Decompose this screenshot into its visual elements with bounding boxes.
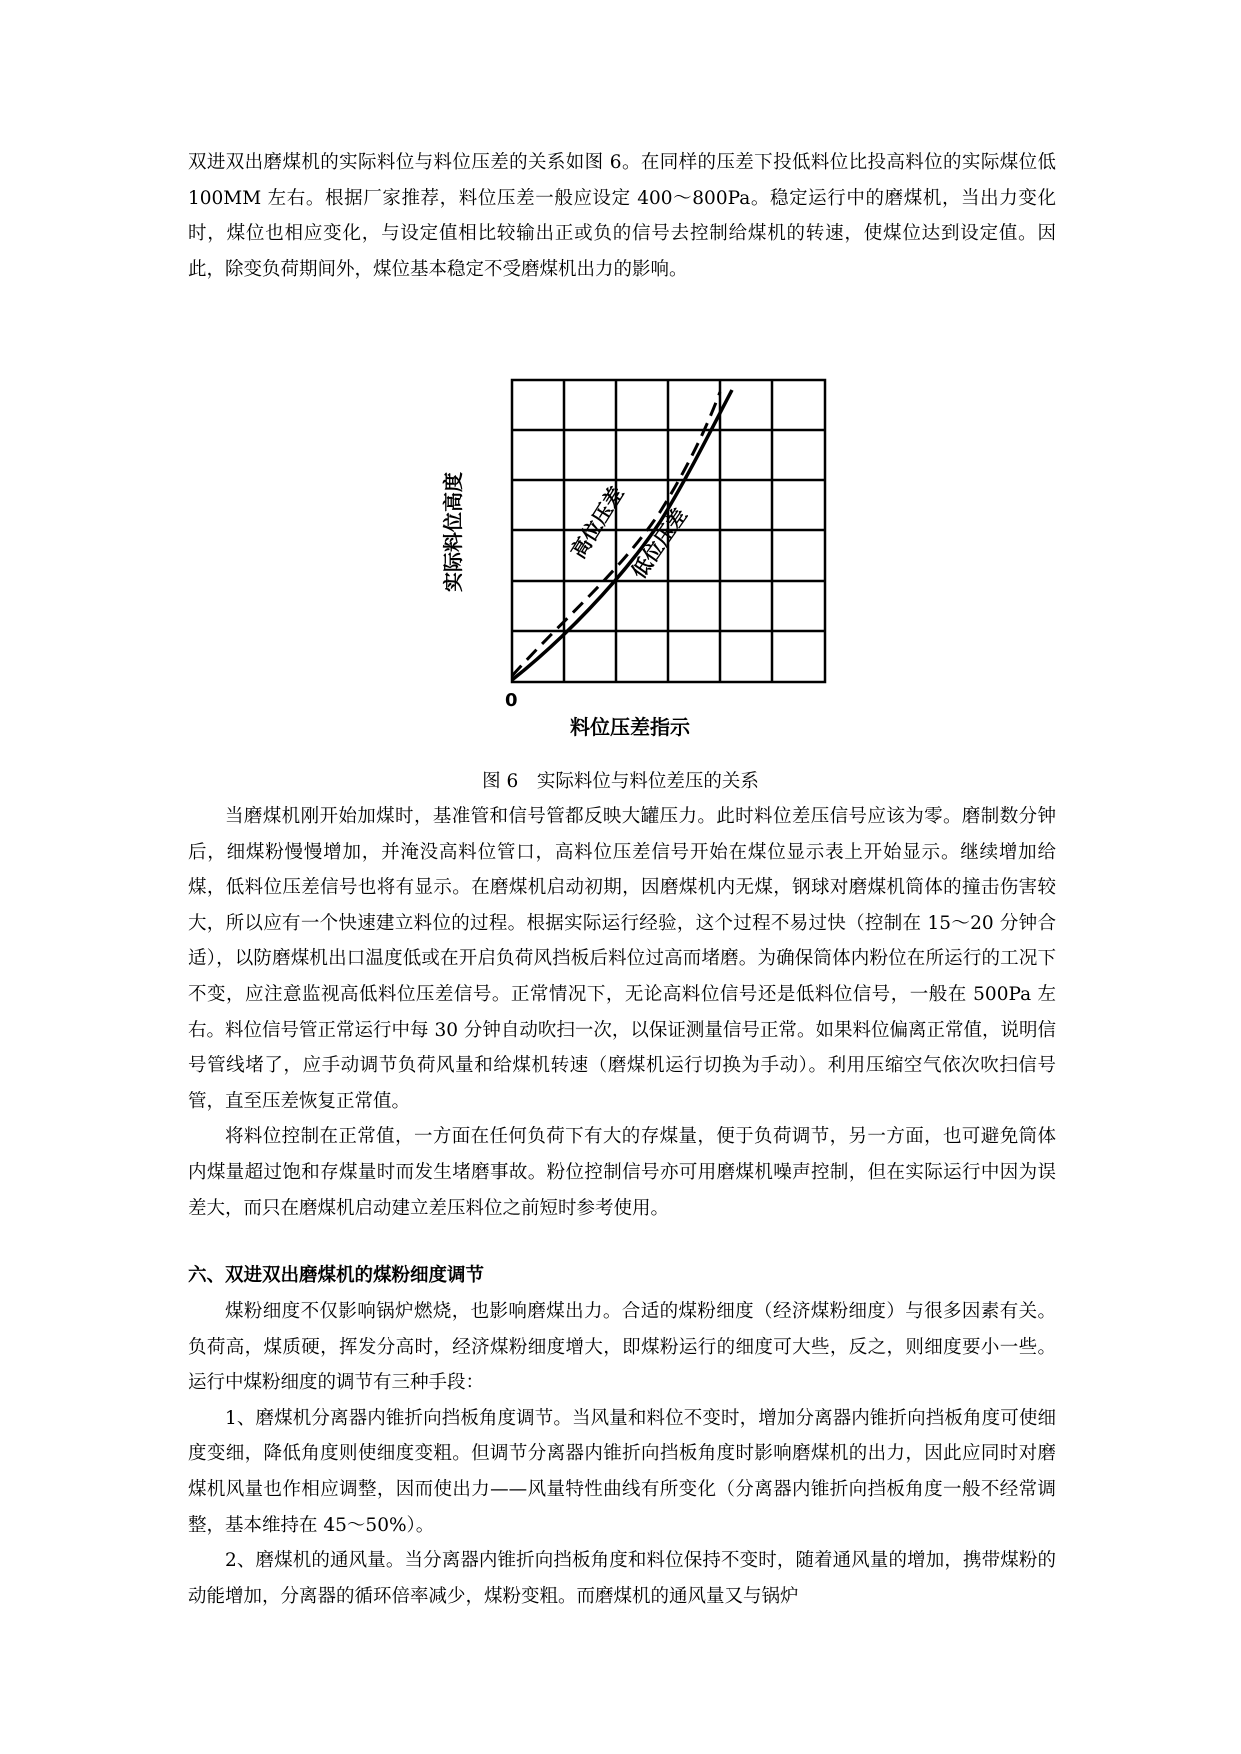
section-body: [188, 1294, 1056, 1614]
section-paragraph-3: 2、磨煤机的通风量。当分离器内锥折向挡板角度和料位保持不变时，随着通风量的增加，携带煤粉的动能增加，分离器的循环倍率减少，煤粉变粗。而磨煤机的通风量又与锅炉: [188, 1550, 1056, 1607]
figure-6: [420, 372, 840, 752]
body-section: [188, 799, 1056, 1226]
section-paragraph-1: 煤粉细度不仅影响锅炉燃烧，也影响磨煤出力。合适的煤粉细度（经济煤粉细度）与很多因素有关。负荷高，煤质硬，挥发分高时，经济煤粉细度增大，即煤粉运行的细度可大些，反之，则细度要小一些。运行中煤粉细度的调节有三种手段：: [188, 1301, 1056, 1394]
x-axis-label: 料位压差指示: [570, 715, 690, 739]
body-paragraph-2: 将料位控制在正常值，一方面在任何负荷下有大的存煤量，便于负荷调节，另一方面，也可避免筒体内煤量超过饱和存煤量时而发生堵磨事故。粉位控制信号亦可用磨煤机噪声控制，但在实际运行中因为误差大，而只在磨煤机启动建立差压料位之前短时参考使用。: [188, 1126, 1056, 1219]
curve-low-label: 低位压差: [626, 503, 692, 583]
curve-high-label: 高位压差: [565, 482, 629, 563]
intro-section: [188, 145, 1056, 287]
section-heading: 六、双进双出磨煤机的煤粉细度调节: [188, 1265, 485, 1286]
section-paragraph-2: 1、磨煤机分离器内锥折向挡板角度调节。当风量和料位不变时，增加分离器内锥折向挡板角度可使细度变细，降低角度则使细度变粗。但调节分离器内锥折向挡板角度时影响磨煤机的出力，因此应同时对磨煤机风量也作相应调整，因而使出力——风量特性曲线有所变化（分离器内锥折向挡板角度一般不经常调整，基本维持在 45～50%）。: [188, 1407, 1056, 1536]
body-paragraph-1: 当磨煤机刚开始加煤时，基准管和信号管都反映大罐压力。此时料位差压信号应该为零。磨制数分钟后，细煤粉慢慢增加，并淹没高料位管口，高料位压差信号开始在煤位显示表上开始显示。继续增加给煤，低料位压差信号也将有显示。在磨煤机启动初期，因磨煤机内无煤，钢球对磨煤机筒体的撞击伤害较大，所以应有一个快速建立料位的过程。根据实际运行经验，这个过程不易过快（控制在 15～20 分钟合适），以防磨煤机出口温度低或在开启负荷风挡板后料位过高而堵磨。为确保筒体内粉位在所运行的工况下不变，应注意监视高低料位压差信号。正常情况下，无论高料位信号还是低料位信号，一般在 500Pa 左右。料位信号管正常运行中每 30 分钟自动吹扫一次，以保证测量信号正常。如果料位偏离正常值，说明信号管线堵了，应手动调节负荷风量和给煤机转速（磨煤机运行切换为手动）。利用压缩空气依次吹扫信号管，直至压差恢复正常值。: [188, 806, 1056, 1112]
intro-paragraph: 双进双出磨煤机的实际料位与料位压差的关系如图 6。在同样的压差下投低料位比投高料位的实际煤位低 100MM 左右。根据厂家推荐，料位压差一般应设定 400～800Pa。稳定运行中的磨煤机，当出力变化时，煤位也相应变化，与设定值相比较输出正或负的信号去控制给煤机的转速，使煤位达到设定值。因此，除变负荷期间外，煤位基本稳定不受磨煤机出力的影响。: [188, 152, 1056, 280]
y-axis-label: 实际料位高度: [441, 472, 465, 592]
low-level-curve: [512, 390, 732, 680]
figure-caption: 图 6 实际料位与料位差压的关系: [482, 771, 759, 792]
origin-label: 0: [505, 690, 518, 711]
